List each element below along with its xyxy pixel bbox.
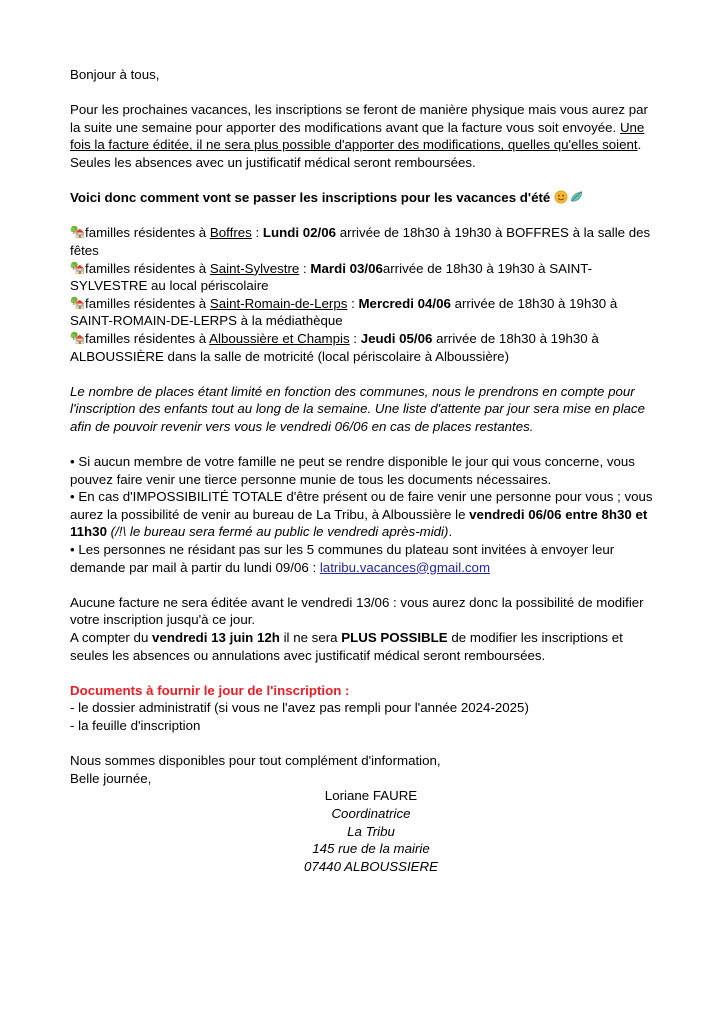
house-with-garden-icon — [70, 331, 85, 345]
invoice-note-line1: Aucune facture ne sera éditée avant le vendredi 13/06 : vous aurez donc la possibilité de modifier votre inscription jusqu'à ce jour. — [70, 594, 644, 628]
list-item-prefix: familles résidentes à — [85, 225, 210, 241]
places-note-paragraph: Le nombre de places étant limité en fonction des communes, nous le prendrons en compte pour l'inscription des enfants tout au long de la semaine. Une liste d'attente par jour sera mise en place afin de pouvoir revenir vers vous le vendredi 06/06 en cas de places restantes. — [70, 383, 645, 434]
spacer — [70, 664, 658, 682]
bullet-italic-warning: (/!\ le bureau sera fermé au public le vendredi après-midi) — [106, 524, 449, 540]
closing-line1: Nous sommes disponibles pour tout complément d'information, — [70, 753, 441, 769]
spacer — [70, 435, 658, 453]
spacer — [70, 365, 658, 383]
signature-city: 07440 ALBOUSSIERE — [303, 858, 439, 874]
email-link[interactable]: latribu.vacances@gmail.com — [319, 559, 491, 575]
leaf-icon — [569, 190, 584, 204]
signature-block — [70, 787, 658, 875]
spacer — [70, 207, 658, 225]
list-item-prefix: familles résidentes à — [85, 260, 210, 276]
list-item — [70, 295, 658, 330]
intro-paragraph — [70, 101, 658, 171]
list-item-prefix: familles résidentes à — [85, 295, 210, 311]
spacer — [70, 576, 658, 594]
list-item-prefix: familles résidentes à — [85, 330, 210, 346]
bullet-text-end: . — [448, 524, 453, 540]
section-heading — [70, 189, 658, 207]
spacer — [70, 84, 658, 102]
bullet-item-impossibility — [70, 488, 658, 541]
document-body — [70, 66, 658, 875]
greeting-paragraph: Bonjour à tous, — [70, 67, 160, 82]
list-item — [70, 224, 658, 259]
list-item-separator: : — [349, 330, 361, 346]
list-item — [70, 330, 658, 365]
signature-org: La Tribu — [347, 823, 395, 839]
intro-underlined-clause: Une fois la facture éditée, il ne sera plus possible d'apporter des modifications, quelles qu'elles soient — [70, 119, 645, 153]
bullet-text-part1: • En cas d'IMPOSSIBILITÉ TOTALE d'être présent ou de faire venir une personne pour vous ; vous aurez la possibilité de venir au bureau de La Tribu, à Alboussière le — [70, 489, 653, 522]
list-item-day: Jeudi 05/06 — [360, 330, 433, 346]
intro-text-part1: Pour les prochaines vacances, les inscriptions se feront de manière physique mais vous aurez par la suite une semaine pour apporter des modifications avant que la facture vous soit envoyée. — [70, 102, 648, 135]
registration-list — [70, 224, 658, 365]
list-item-separator: : — [251, 225, 263, 241]
list-item-commune: Saint-Romain-de-Lerps — [209, 295, 348, 311]
list-item-details: arrivée de 18h30 à 19h30 à SAINT-SYLVESTRE au local périscolaire — [70, 260, 593, 294]
house-with-garden-icon — [70, 261, 85, 275]
documents-heading: Documents à fournir le jour de l'inscription : — [70, 682, 350, 698]
bullet-item-availability: • Si aucun membre de votre famille ne peut se rendre disponible le jour qui vous concerne, vous pouvez faire venir une tierce personne munie de tous les documents nécessaires. — [70, 454, 635, 487]
list-item-details: arrivée de 18h30 à 19h30 à SAINT-ROMAIN-DE-LERPS à la médiathèque — [70, 295, 618, 329]
bullet-bold-datetime: vendredi 06/06 entre 8h30 et 11h30 — [70, 506, 648, 540]
bullet-list — [70, 453, 658, 576]
list-item-commune: Saint-Sylvestre — [209, 260, 300, 276]
document-item: - la feuille d'inscription — [70, 717, 201, 733]
spacer — [70, 172, 658, 190]
house-with-garden-icon — [70, 296, 85, 310]
invoice-text-part1: A compter du — [70, 630, 153, 645]
signature-role: Coordinatrice — [331, 805, 411, 821]
list-item — [70, 260, 658, 295]
list-item-day: Mercredi 04/06 — [358, 295, 451, 311]
list-item-commune: Boffres — [209, 225, 252, 241]
signature-street: 145 rue de la mairie — [312, 841, 430, 857]
house-with-garden-icon — [70, 225, 85, 239]
list-item-separator: : — [299, 260, 311, 276]
list-item-day: Lundi 02/06 — [262, 225, 337, 241]
bullet-item-nonresident — [70, 541, 658, 576]
list-item-commune: Alboussière et Champis — [209, 330, 350, 346]
invoice-bold-deadline: vendredi 13 juin 12h — [152, 630, 280, 645]
list-item-details: arrivée de 18h30 à 19h30 à BOFFRES à la salle des fêtes — [70, 225, 651, 258]
bullet-text-part1: • Les personnes ne résidant pas sur les 5 communes du plateau sont invitées à envoyer leur demande par mail à partir du lundi 09/06 : — [70, 542, 615, 575]
spacer — [70, 735, 658, 753]
closing-line2: Belle journée, — [70, 770, 152, 786]
invoice-note-line2 — [70, 629, 658, 664]
document-item: - le dossier administratif (si vous ne l'avez pas rempli pour l'année 2024-2025) — [70, 700, 529, 716]
invoice-text-part2: il ne sera — [279, 630, 342, 645]
signature-name: Loriane FAURE — [324, 788, 418, 804]
invoice-bold-emphasis: PLUS POSSIBLE — [341, 630, 448, 645]
smiling-face-icon — [554, 190, 568, 204]
section-heading-text: Voici donc comment vont se passer les inscriptions pour les vacances d'été — [70, 190, 551, 206]
intro-text-part2: . Seules les absences avec un justificatif médical seront remboursées. — [70, 137, 642, 170]
list-item-day: Mardi 03/06 — [310, 260, 383, 276]
list-item-details: arrivée de 18h30 à 19h30 à ALBOUSSIÈRE dans la salle de motricité (local périscolaire à Alboussière) — [70, 330, 599, 364]
list-item-separator: : — [347, 295, 359, 311]
invoice-text-part3: de modifier les inscriptions et seules les absences ou annulations avec justificatif médical seront remboursées. — [70, 630, 623, 663]
